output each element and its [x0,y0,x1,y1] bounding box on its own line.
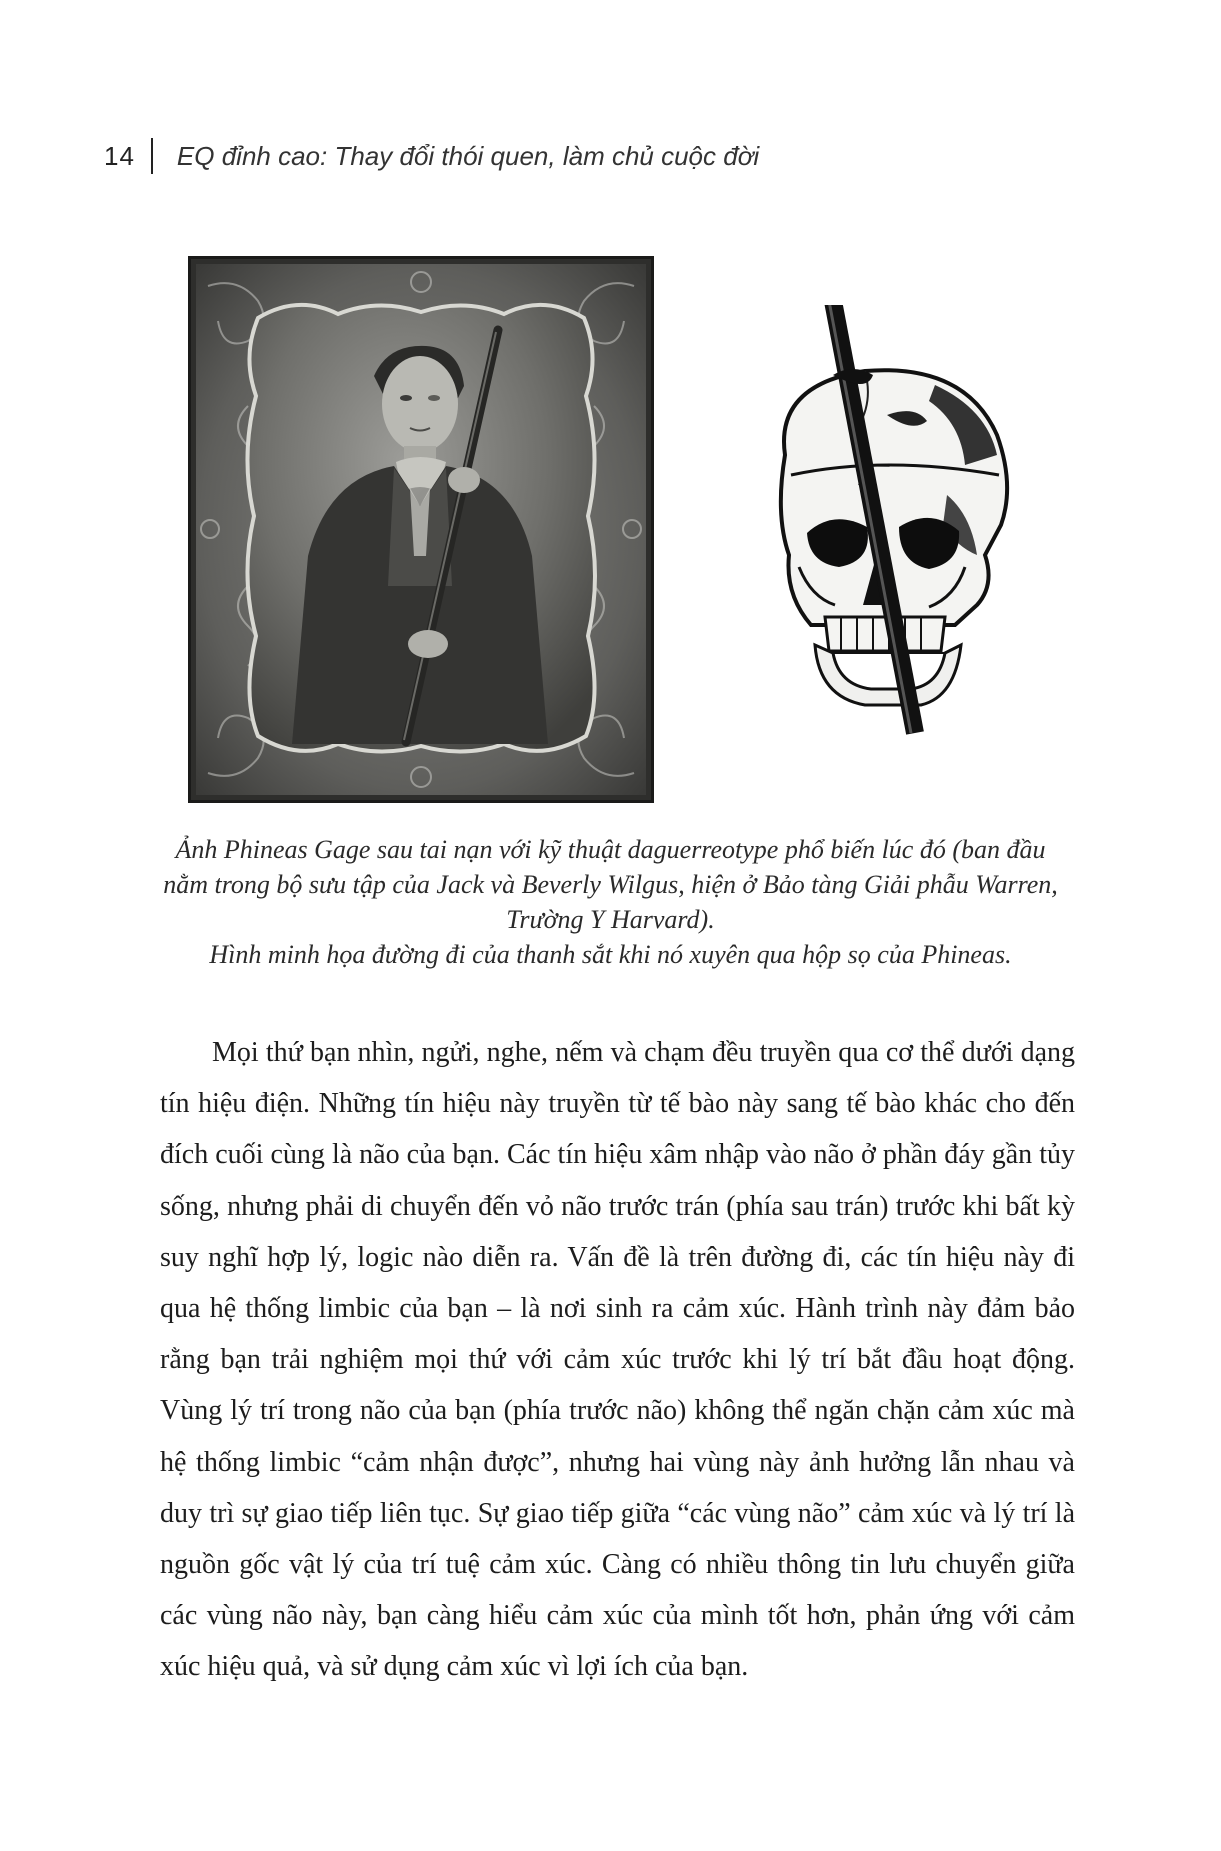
body-text [160,1027,1075,1693]
page-number: 14 [104,140,135,171]
header-divider [151,138,153,174]
caption-illustration: Hình minh họa đường đi của thanh sắt khi nó xuyên qua hộp sọ của Phineas. [209,940,1012,969]
daguerreotype-portrait-image [188,256,654,803]
page-header [104,135,759,177]
caption-photo: Ảnh Phineas Gage sau tai nạn với kỹ thuật daguerreotype phổ biến lúc đó (ban đầu nằm trong bộ sưu tập của Jack và Beverly Wilgus, hiện ở Bảo tàng Giải phẫu Warren, Trường Y Harvard). [163,835,1058,934]
body-paragraph: Mọi thứ bạn nhìn, ngửi, nghe, nếm và chạm đều truyền qua cơ thể dưới dạng tín hiệu điện. Những tín hiệu này truyền từ tế bào này sang tế bào khác cho đến đích cuối cùng là não của bạn. Các tín hiệu xâm nhập vào não ở phần đáy gần tủy sống, nhưng phải di chuyển đến vỏ não trước trán (phía sau trán) trước khi bất kỳ suy nghĩ hợp lý, logic nào diễn ra. Vấn đề là trên đường đi, các tín hiệu này đi qua hệ thống limbic của bạn – là nơi sinh ra cảm xúc. Hành trình này đảm bảo rằng bạn trải nghiệm mọi thứ với cảm xúc trước khi lý trí bắt đầu hoạt động. Vùng lý trí trong não của bạn (phía trước não) không thể ngăn chặn cảm xúc mà hệ thống limbic “cảm nhận được”, nhưng hai vùng này ảnh hưởng lẫn nhau và duy trì sự giao tiếp liên tục. Sự giao tiếp giữa “các vùng não” cảm xúc và lý trí là nguồn gốc vật lý của trí tuệ cảm xúc. Càng có nhiều thông tin lưu chuyển giữa các vùng não này, bạn càng hiểu cảm xúc của mình tốt hơn, phản ứng với cảm xúc hiệu quả, và sử dụng cảm xúc vì lợi ích của bạn. [160,1037,1075,1683]
figure-caption [150,832,1071,972]
skull-illustration-image [715,305,1045,750]
running-title: EQ đỉnh cao: Thay đổi thói quen, làm chủ cuộc đời [176,140,760,171]
